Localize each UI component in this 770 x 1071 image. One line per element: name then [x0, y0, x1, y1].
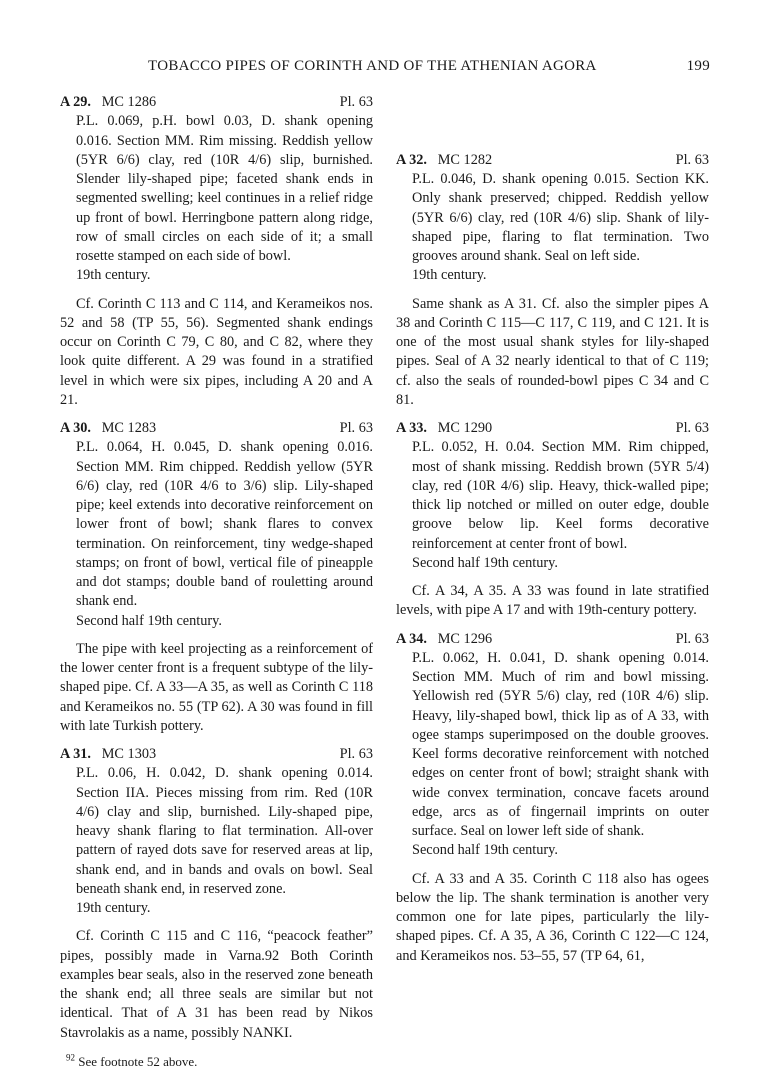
footnote-text: See footnote 52 above. — [78, 1053, 198, 1069]
entry-id: A 33. — [396, 420, 427, 436]
entry-heading — [60, 93, 373, 112]
entry-id: A 34. — [396, 630, 427, 647]
entry-heading — [60, 745, 373, 764]
entry-date: Second half 19th century. — [76, 612, 222, 629]
catalog-entry-a33 — [396, 419, 709, 573]
entry-plate: Pl. 63 — [675, 630, 709, 647]
entry-mc-number: MC 1282 — [437, 151, 493, 168]
entry-description: P.L. 0.06, H. 0.042, D. shank opening 0.014. Section ΙΙA. Pieces missing from rim. Red (10R 4/6) clay and slip, burnished. Lily-shaped pipe, heavy shank flaring to flat termination. All-over pattern of rayed dots save for reserved areas at lip, shank end, and in bands and ovals on bowl. Seal beneath shank end, in reserved zone. — [76, 765, 373, 897]
entry-plate: Pl. 63 — [339, 420, 373, 436]
commentary-a32: Same shank as A 31. Cf. also the simpler pipes A 38 and Corinth C 115—C 117, C 119, and C 121. It is one of the most usual shank styles for lily-shaped pipes. Seal of A 32 nearly identical to that of C 119; cf. also the seals of rounded-bowl pipes C 34 and C 81. — [396, 295, 709, 408]
entry-plate: Pl. 63 — [339, 94, 373, 110]
catalog-entry-a29 — [60, 93, 373, 286]
entry-description: P.L. 0.069, p.H. bowl 0.03, D. shank opening 0.016. Section MM. Rim missing. Reddish yellow (5YR 6/6) clay, red (10R 4/6) slip, burnished. Slender lily-shaped pipe; faceted shank ends in segmented swelling; keel continues in a relief ridge up front of bowl. Herringbone pattern along ridge, row of small circles on each side of it; a small rosette stamped on each side of bowl. — [76, 113, 373, 264]
column-continuation-spacer — [396, 93, 709, 151]
catalog-entry-a30 — [60, 419, 373, 631]
entry-heading — [60, 419, 373, 438]
entry-description: P.L. 0.062, H. 0.041, D. shank opening 0.014. Section MM. Much of rim and bowl missing. Yellowish red (5YR 5/6) clay, red (10R 4/6) slip. Heavy, lily-shaped bowl, thick lip as of A 33, with ogee stamps superimposed on the double grooves. Keel forms decorative reinforcement with notched edges on center front of bowl; straight shank with wide convex termination, concave facets around edge, arcs as of fingernail imprints on outer surface. Seal on lower left side of shank. — [412, 649, 709, 839]
right-column — [396, 93, 709, 975]
entry-mc-number: MC 1296 — [437, 630, 493, 647]
footnote — [60, 1052, 373, 1071]
entry-description: P.L. 0.064, H. 0.045, D. shank opening 0.016. Section MM. Rim chipped. Reddish yellow (5YR 6/6) clay, red (10R 4/6 to 3/6) slip. Lily-shaped pipe; keel extends into decorative reinforcement on lower front of bowl; shank flares to convex termination. On reinforcement, tiny wedge-shaped stamps; on front of bowl, vertical file of pineapple and dot stamps; double band of rouletting around shank end. — [76, 439, 373, 610]
entry-description: P.L. 0.052, H. 0.04. Section MM. Rim chipped, most of shank missing. Reddish brown (5YR 5/4) clay, red (10R 4/6) slip. Heavy, thick-walled pipe; thick lip notched or milled on outer edge, double groove below lip. Keel forms decorative reinforcement at center front of bowl. — [412, 439, 709, 552]
entry-mc-number: MC 1303 — [101, 746, 157, 762]
commentary-a30: The pipe with keel projecting as a reinforcement of the lower center front is a frequent subtype of the lily-shaped pipe. Cf. A 33—A 35, as well as Corinth C 118 and Kerameikos no. 55 (TP 62). A 30 was found in fill with late Turkish pottery. — [60, 640, 373, 734]
entry-plate: Pl. 63 — [675, 151, 709, 168]
entry-mc-number: MC 1290 — [437, 420, 493, 436]
running-title: TOBACCO PIPES OF CORINTH AND OF THE ATHENIAN AGORA — [148, 58, 597, 74]
entry-date: Second half 19th century. — [412, 554, 558, 571]
left-column — [60, 93, 373, 1071]
entry-id: A 30. — [60, 420, 91, 436]
catalog-entry-a34 — [396, 630, 709, 861]
catalog-entry-a32 — [396, 151, 709, 286]
page-number: 199 — [686, 58, 710, 74]
running-head — [60, 58, 710, 78]
commentary-a29: Cf. Corinth C 113 and C 114, and Kerameikos nos. 52 and 58 (TP 55, 56). Segmented shank endings occur on Corinth C 79, C 80, and C 82, where they look quite different. A 29 was found in a stratified level in which were six pipes, including A 20 and A 21. — [60, 295, 373, 408]
entry-heading — [396, 419, 709, 438]
commentary-a31: Cf. Corinth C 115 and C 116, “peacock feather” pipes, possibly made in Varna.92 Both Corinth examples bear seals, also in the reserved zone beneath the shank end; all three seals are similar but not identical. That of A 31 has been read by Nikos Stavrolakis as a name, possibly NANKI. — [60, 928, 373, 1041]
entry-description: P.L. 0.046, D. shank opening 0.015. Section KK. Only shank preserved; chipped. Reddish yellow (5YR 6/6) clay, red (10R 4/6) slip. Shank of lily-shaped pipe, flaring to flat termination. Two grooves around shank. Seal on left side. — [412, 171, 709, 264]
entry-id: A 31. — [60, 746, 91, 762]
commentary-a33: Cf. A 34, A 35. A 33 was found in late stratified levels, with pipe A 17 and with 19th-century pottery. — [396, 583, 709, 619]
entry-plate: Pl. 63 — [675, 420, 709, 436]
entry-heading — [396, 630, 709, 649]
entry-mc-number: MC 1283 — [101, 420, 157, 436]
entry-id: A 32. — [396, 151, 427, 168]
entry-date: 19th century. — [412, 267, 487, 284]
entry-date: 19th century. — [76, 900, 151, 916]
entry-mc-number: MC 1286 — [101, 94, 157, 110]
entry-plate: Pl. 63 — [339, 746, 373, 762]
footnote-number: 92 — [66, 1052, 75, 1063]
entry-date: 19th century. — [76, 267, 151, 284]
commentary-a34: Cf. A 33 and A 35. Corinth C 118 also has ogees below the lip. The shank termination is another very common one for late pipes, particularly the lily-shaped pipes. Cf. A 35, A 36, Corinth C 122—C 124, and Kerameikos nos. 53–55, 57 (TP 64, 61, — [396, 870, 709, 964]
entry-id: A 29. — [60, 94, 91, 110]
entry-heading — [396, 151, 709, 170]
catalog-entry-a31 — [60, 745, 373, 918]
entry-date: Second half 19th century. — [412, 842, 558, 859]
